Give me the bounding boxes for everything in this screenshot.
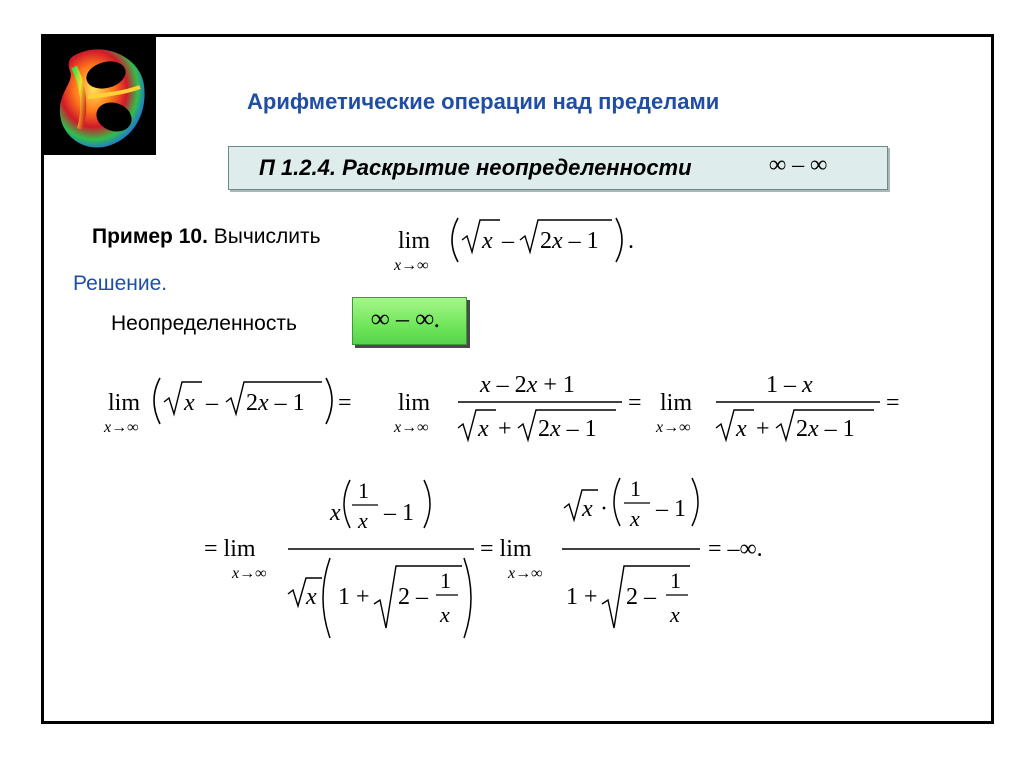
svg-text:– 1: – 1 — [384, 500, 414, 526]
svg-text:lim: lim — [660, 390, 693, 416]
svg-text:2 –: 2 – — [626, 584, 656, 610]
svg-text:x: x — [184, 390, 195, 416]
indeterminacy-label: Неопределенность — [111, 312, 297, 335]
svg-text:x: x — [478, 416, 489, 442]
svg-text:x→∞: x→∞ — [508, 565, 543, 582]
lim-subscript: x→∞ — [394, 257, 429, 274]
svg-text:2 –: 2 – — [398, 584, 428, 610]
formula-line-2 — [204, 476, 763, 638]
svg-text:2x – 1: 2x – 1 — [538, 416, 597, 442]
svg-text:+: + — [498, 416, 512, 442]
svg-text:1 +: 1 + — [338, 584, 370, 610]
example-number: Пример 10. — [92, 225, 208, 248]
svg-text:–: – — [502, 228, 514, 254]
svg-text:= lim: = lim — [204, 536, 256, 562]
formula-problem — [393, 218, 634, 274]
svg-text:x→∞: x→∞ — [104, 419, 139, 436]
slide-title: Арифметические операции над пределами — [247, 89, 720, 114]
solution-label: Решение. — [73, 272, 168, 295]
svg-text:2x – 1: 2x – 1 — [246, 390, 305, 416]
svg-text:x→∞: x→∞ — [656, 419, 691, 436]
svg-text:1 – x: 1 – x — [766, 372, 813, 398]
svg-text:2x – 1: 2x – 1 — [540, 228, 599, 254]
svg-text:x: x — [670, 602, 680, 627]
svg-text:1: 1 — [440, 568, 451, 593]
lim-text: lim — [398, 228, 431, 254]
svg-text:x→∞: x→∞ — [394, 419, 429, 436]
svg-text:lim: lim — [108, 390, 141, 416]
svg-text:= –∞.: = –∞. — [708, 536, 763, 562]
svg-text:1: 1 — [358, 478, 369, 503]
svg-text:=: = — [338, 390, 352, 416]
svg-text:x: x — [358, 508, 368, 533]
svg-text:+: + — [756, 416, 770, 442]
subtitle-math: ∞ – ∞ — [769, 152, 828, 178]
svg-text:·: · — [600, 496, 608, 522]
svg-text:=: = — [628, 390, 642, 416]
svg-text:x: x — [440, 602, 450, 627]
svg-text:x→∞: x→∞ — [232, 565, 267, 582]
svg-text:= lim: = lim — [480, 536, 532, 562]
svg-text:2x – 1: 2x – 1 — [796, 416, 855, 442]
svg-text:1 +: 1 + — [566, 584, 598, 610]
svg-text:x: x — [306, 584, 317, 610]
svg-text:x: x — [630, 506, 640, 531]
svg-text:x: x — [736, 416, 747, 442]
indeterminacy-value: ∞ – ∞. — [371, 304, 441, 333]
svg-text:1: 1 — [670, 568, 681, 593]
svg-text:x: x — [582, 496, 593, 522]
svg-text:– 1: – 1 — [656, 496, 686, 522]
svg-text:lim: lim — [398, 390, 431, 416]
example-instruction: Вычислить — [207, 225, 321, 248]
svg-text:–: – — [206, 390, 218, 416]
svg-text:x: x — [482, 228, 493, 254]
subtitle-text: П 1.2.4. Раскрытие неопределенности — [259, 155, 692, 180]
formula-line-1 — [103, 372, 900, 442]
svg-text:x: x — [330, 500, 341, 526]
svg-text:1: 1 — [630, 476, 641, 501]
svg-text:.: . — [628, 228, 634, 254]
svg-text:x – 2x + 1: x – 2x + 1 — [480, 372, 575, 398]
svg-text:=: = — [886, 390, 900, 416]
